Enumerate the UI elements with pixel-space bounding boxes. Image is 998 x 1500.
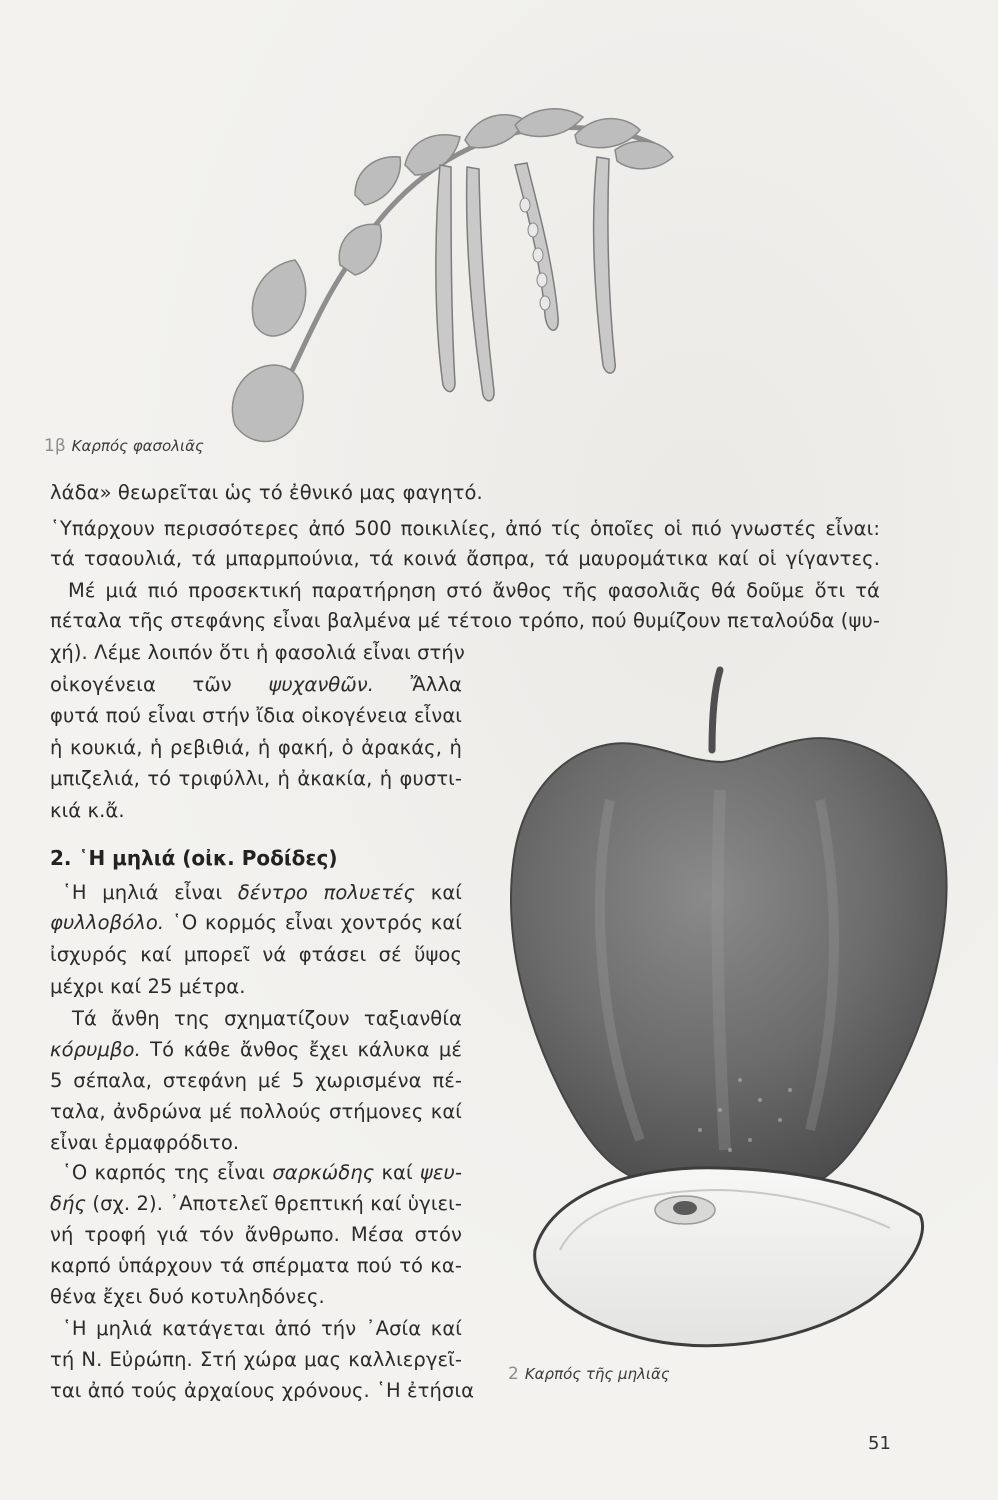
text-line: ῾Η μηλιά κατάγεται ἀπό τήν ᾿Ασία καί xyxy=(62,1317,462,1340)
italic-term: ψυχανθῶν. xyxy=(268,673,375,696)
text-line: θένα ἔχει δυό κοτυληδόνες. xyxy=(50,1285,325,1308)
text-line xyxy=(50,910,462,936)
bean-plant-illustration xyxy=(215,95,685,455)
text-line: ταλα, ἀνδρώνα μέ πολλούς στήμονες καί xyxy=(50,1100,462,1123)
text-segment: ῾Η μηλιά εἶναι xyxy=(62,881,238,904)
text-segment: Ἄλλα xyxy=(374,673,462,696)
text-segment: οἰκογένεια τῶν xyxy=(50,673,269,696)
text-line xyxy=(50,1160,462,1186)
figure-1b-number: 1β xyxy=(44,436,66,456)
text-segment: καί xyxy=(415,881,463,904)
text-segment: καί xyxy=(374,1161,420,1184)
page-number: 51 xyxy=(868,1433,891,1454)
text-segment: Τό κάθε ἄνθος ἔχει κάλυκα μέ xyxy=(140,1038,462,1061)
text-segment: (σχ. 2). ᾿Αποτελεῖ θρεπτική καί ὑγιει- xyxy=(86,1192,462,1215)
italic-term: φυλλοβόλο. xyxy=(50,911,165,934)
text-line xyxy=(50,1191,462,1217)
text-segment: ῾Ο καρπός της εἶναι xyxy=(62,1161,273,1184)
text-line xyxy=(50,1037,462,1063)
text-line: τή Ν. Εὐρώπη. Στή χώρα μας καλλιεργεῖ- xyxy=(50,1348,462,1371)
italic-term: κόρυμβο. xyxy=(50,1038,141,1061)
text-line: Μέ μιά πιό προσεκτική παρατήρηση στό ἄνθος τῆς φασολιᾶς θά δοῦμε ὅτι τά xyxy=(68,579,880,602)
text-line xyxy=(50,880,462,906)
figure-2-number: 2 xyxy=(508,1364,519,1384)
text-line: πέταλα τῆς στεφάνης εἶναι βαλμένα μέ τέτοιο τρόπο, πού θυμίζουν πεταλούδα (ψυ- xyxy=(50,609,880,632)
text-line: ἰσχυρός καί μπορεῖ νά φτάσει σέ ὕψος xyxy=(50,943,462,966)
figure-1b-caption-text: Καρπός φασολιᾶς xyxy=(71,437,204,455)
text-line: λάδα» θεωρεῖται ὡς τό ἐθνικό μας φαγητό. xyxy=(50,481,483,504)
text-line: ῾Υπάρχουν περισσότερες ἀπό 500 ποικιλίες, ἀπό τίς ὁποῖες οἱ πιό γνωστές εἶναι: xyxy=(50,517,880,540)
text-line: καρπό ὑπάρχουν τά σπέρματα πού τό κα- xyxy=(50,1254,462,1277)
text-line: Τά ἄνθη της σχηματίζουν ταξιανθία xyxy=(72,1007,462,1030)
text-line: κιά κ.ἄ. xyxy=(50,799,125,822)
text-line xyxy=(50,672,462,698)
figure-1b-caption xyxy=(44,436,204,456)
figure-2-caption-text: Καρπός τῆς μηλιᾶς xyxy=(524,1365,670,1383)
text-line: μπιζελιά, τό τριφύλλι, ἡ ἀκακία, ἡ φυστι- xyxy=(50,767,462,790)
italic-term: ψευ- xyxy=(419,1161,463,1184)
text-segment: ῾Ο κορμός εἶναι χοντρός καί xyxy=(164,911,462,934)
text-line: μέχρι καί 25 μέτρα. xyxy=(50,975,246,998)
text-line: τά τσαουλιά, τά μπαρμπούνια, τά κοινά ἄσπρα, τά μαυρομάτικα καί οἱ γίγαντες. xyxy=(50,547,880,570)
text-line: ται ἀπό τούς ἀρχαίους χρόνους. ῾Η ἐτήσια xyxy=(50,1379,475,1402)
text-line: ἡ κουκιά, ἡ ρεβιθιά, ἡ φακή, ὁ ἀρακάς, ἡ xyxy=(50,736,462,759)
section-heading: 2. ῾Η μηλιά (οἰκ. Ροδίδες) xyxy=(50,846,338,870)
text-line: φυτά πού εἶναι στήν ἴδια οἰκογένεια εἶναι xyxy=(50,704,462,727)
italic-term: σαρκώδης xyxy=(272,1161,375,1184)
italic-term: δής xyxy=(50,1192,87,1215)
italic-term: δέντρο πολυετές xyxy=(237,881,416,904)
figure-2-caption xyxy=(508,1364,670,1384)
text-line: 5 σέπαλα, στεφάνη μέ 5 χωρισμένα πέ- xyxy=(50,1069,462,1092)
text-line: εἶναι ἑρμαφρόδιτο. xyxy=(50,1131,240,1154)
apple-illustration xyxy=(490,650,970,1370)
text-line: νή τροφή γιά τόν ἄνθρωπο. Μέσα στόν xyxy=(50,1223,462,1246)
text-line: χή). Λέμε λοιπόν ὅτι ἡ φασολιά εἶναι στήν xyxy=(50,641,465,664)
